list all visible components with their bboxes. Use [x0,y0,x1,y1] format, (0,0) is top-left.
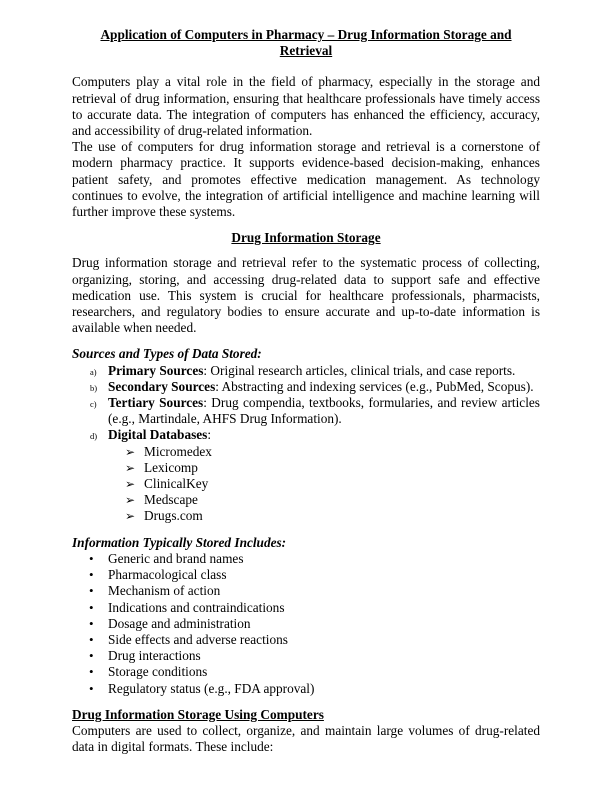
arrow-bullet-icon: ➢ [125,460,136,475]
bullet-icon: • [89,664,94,680]
source-description: : Abstracting and indexing services (e.g., PubMed, Scopus). [215,378,534,394]
source-item-secondary [72,379,540,395]
list-item-text: Drug interactions [108,648,201,664]
source-item-tertiary [72,395,540,427]
list-item [72,616,540,632]
bullet-icon: • [89,615,94,631]
list-item-text: Generic and brand names [108,550,244,566]
storage-section-heading: Drug Information Storage [231,230,381,246]
source-description: : Original research articles, clinical trials, and case reports. [203,362,516,378]
list-item [72,648,540,664]
list-item-text: Regulatory status (e.g., FDA approval) [108,680,315,696]
source-item-digital [72,427,540,443]
source-term: Digital Databases [108,427,208,443]
database-name: Drugs.com [144,508,203,524]
sources-heading: Sources and Types of Data Stored: [72,346,262,362]
bullet-icon: • [89,648,94,664]
source-term: Secondary Sources [108,378,216,394]
database-name: Micromedex [144,443,212,459]
list-item [72,681,540,697]
list-item [72,583,540,599]
arrow-bullet-icon: ➢ [125,444,136,459]
database-item [72,460,540,476]
database-item [72,508,540,524]
database-name: Medscape [144,492,198,508]
intro-paragraph-1: Computers play a vital role in the field of pharmacy, especially in the storage and retrieval of drug information, ensuring that healthcare professionals have timely access to accurate data. The integration of computers has enhanced the efficiency, accuracy, and accessibility of drug-related information. [72,74,540,139]
document-page [72,27,540,755]
source-term: Tertiary Sources [108,395,204,411]
source-description: : [207,427,212,443]
database-name: ClinicalKey [144,476,209,492]
source-item-primary [72,363,540,379]
list-item [72,632,540,648]
stored-info-list [72,551,540,697]
computers-section-heading: Drug Information Storage Using Computers [72,706,324,722]
list-marker: d) [90,431,98,442]
source-term: Primary Sources [108,362,204,378]
list-marker: a) [90,366,97,377]
arrow-bullet-icon: ➢ [125,509,136,524]
list-item-text: Side effects and adverse reactions [108,631,288,647]
arrow-bullet-icon: ➢ [125,493,136,508]
database-item [72,492,540,508]
bullet-icon: • [89,550,94,566]
bullet-icon: • [89,680,94,696]
list-marker: c) [90,399,97,410]
list-item-text: Mechanism of action [108,583,221,599]
list-item [72,600,540,616]
storage-paragraph: Drug information storage and retrieval refer to the systematic process of collecting, organizing, storing, and accessing drug-related data to support safe and effective medication use. This system is crucial for healthcare professionals, pharmacists, researchers, and regulatory bodies to ensure accurate and up-to-date information is available when needed. [72,255,540,336]
document-title: Application of Computers in Pharmacy – Drug Information Storage and Retrieval [100,27,512,59]
database-list [72,444,540,525]
sources-list [72,363,540,444]
arrow-bullet-icon: ➢ [125,477,136,492]
list-item [72,551,540,567]
list-marker: b) [90,382,98,393]
database-item [72,444,540,460]
list-item [72,567,540,583]
list-item [72,664,540,680]
bullet-icon: • [89,583,94,599]
list-item-text: Storage conditions [108,664,208,680]
stored-info-heading: Information Typically Stored Includes: [72,534,287,550]
bullet-icon: • [89,567,94,583]
database-item [72,476,540,492]
intro-paragraph-2: The use of computers for drug information storage and retrieval is a cornerstone of modern pharmacy practice. It supports evidence-based decision-making, enhances patient safety, and promotes effective medication management. As technology continues to evolve, the integration of artificial intelligence and machine learning will further improve these systems. [72,139,540,220]
bullet-icon: • [89,631,94,647]
list-item-text: Indications and contraindications [108,599,285,615]
list-item-text: Dosage and administration [108,615,251,631]
computers-paragraph: Computers are used to collect, organize, and maintain large volumes of drug-related data in digital formats. These include: [72,722,540,755]
source-description: : Drug compendia, textbooks, formularies, and review articles (e.g., Martindale, AHFS Drug Information). [108,395,540,427]
database-name: Lexicomp [144,459,198,475]
bullet-icon: • [89,599,94,615]
list-item-text: Pharmacological class [108,567,227,583]
